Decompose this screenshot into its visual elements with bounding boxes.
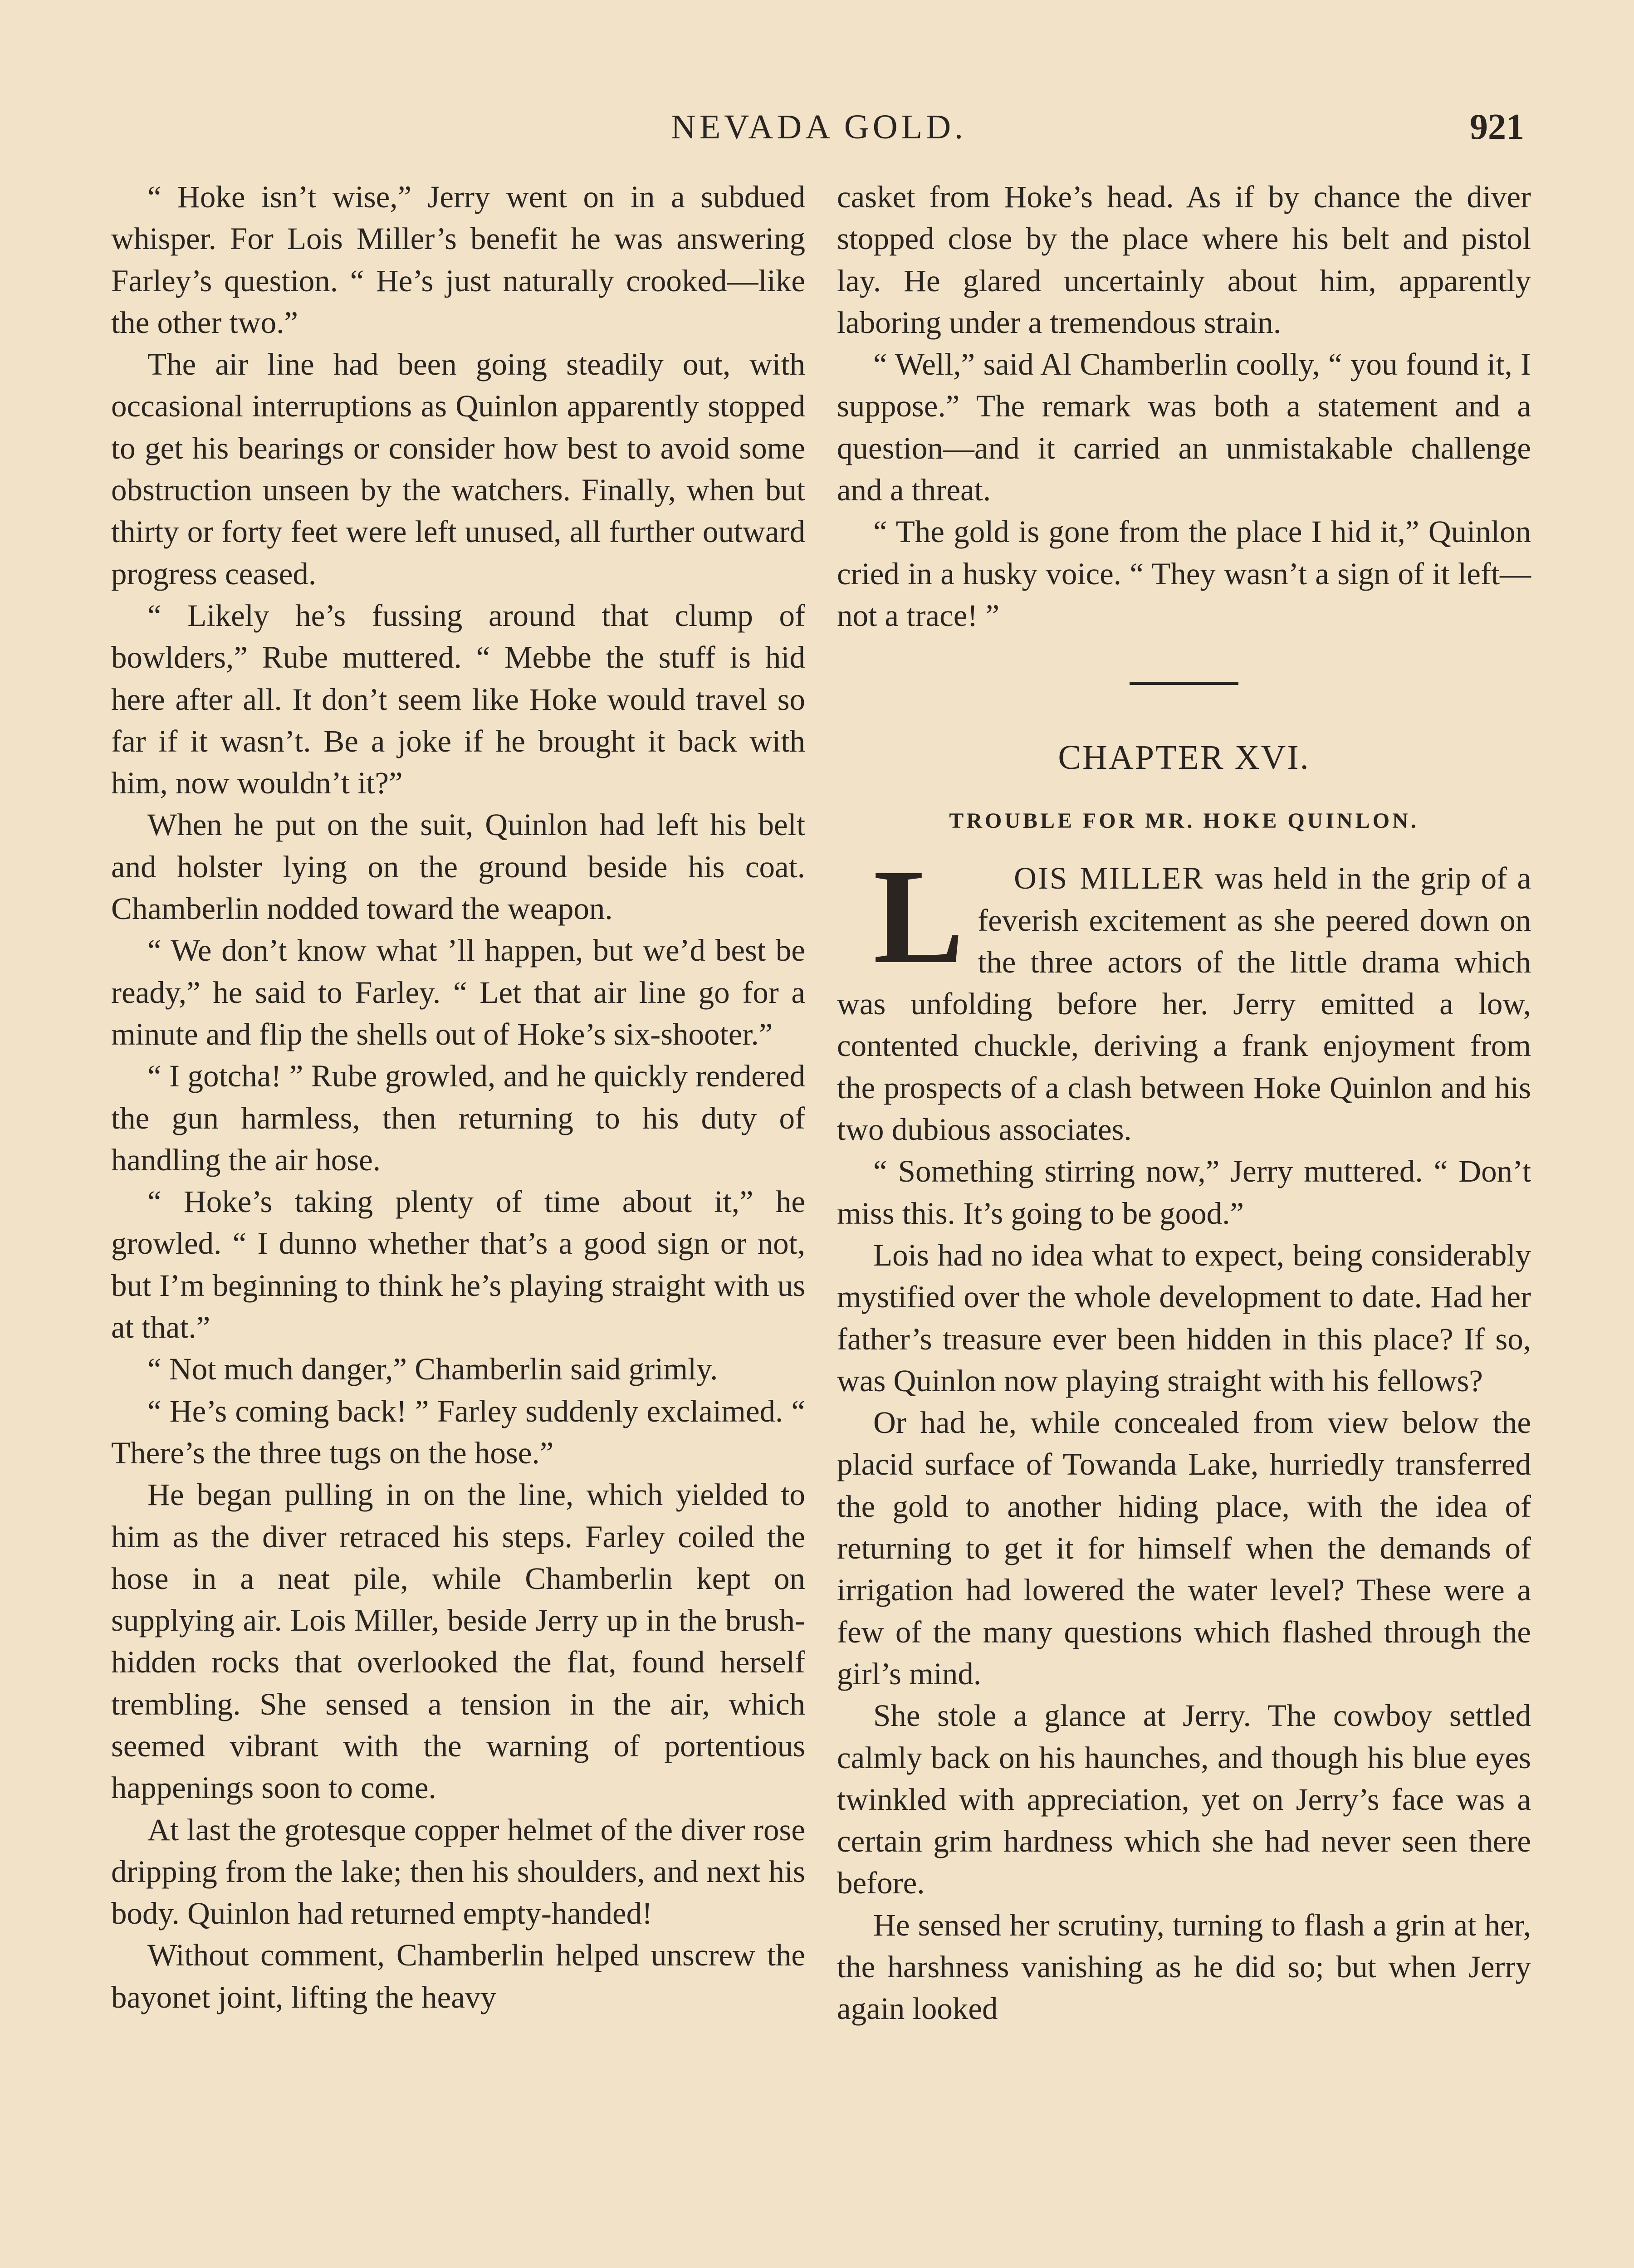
paragraph: At last the grotesque copper helmet of the diver rose dripping from the lake; then his shoulders, and next his body. Quinlon had returned empty-handed! [111,1812,805,1931]
section-divider [1130,682,1238,685]
opening-text: was held in the grip of a feverish excitement as she peered down on the three actors of the little drama which was unfolding before her. Jerry emitted a low, contented chuckle, deriving a frank enjoyment from the prospects of a clash between Hoke Quinlon and his two dubious associates. [837,861,1531,1147]
right-column [837,176,1531,2030]
paragraph: She stole a glance at Jerry. The cowboy settled calmly back on his haunches, and though his blue eyes twinkled with appreciation, yet on Jerry’s face was a certain grim hardness which she had never seen there before. [837,1698,1531,1901]
paragraph: “ Likely he’s fussing around that clump of bowlders,” Rube muttered. “ Mebbe the stuff is hid here after all. It don’t seem like Hoke would travel so far if it wasn’t. Be a joke if he brought it back with him, now wouldn’t it?” [111,598,805,801]
paragraph: “ Not much danger,” Chamberlin said grimly. [147,1352,718,1387]
chapter-subtitle: TROUBLE FOR MR. HOKE QUINLON. [949,809,1419,833]
chapter-title: CHAPTER XVI. [1058,738,1310,777]
opening-smallcaps: OIS MILLER [1014,861,1205,896]
paragraph: Lois had no idea what to expect, being considerably mystified over the whole development to date. Had her father’s treasure ever been hidden in this place? If so, was Quinlon now playing straight with his fellows? [837,1237,1531,1398]
paragraph: “ Something stirring now,” Jerry muttered. “ Don’t miss this. It’s going to be good.” [837,1154,1531,1231]
paragraph: He sensed her scrutiny, turning to flash a grin at her, the harshness vanishing as he did so; but when Jerry again looked [837,1907,1531,2026]
page-header [113,102,1524,152]
paragraph: “ Hoke’s taking plenty of time about it,” he growled. “ I dunno whether that’s a good sign or not, but I’m beginning to think he’s playing straight with us at that.” [111,1184,805,1345]
paragraph: “ We don’t know what ’ll happen, but we’d best be ready,” he said to Farley. “ Let that air line go for a minute and flip the shells out of Hoke’s six-shooter.” [111,933,805,1051]
paragraph-continued: casket from Hoke’s head. As if by chance the diver stopped close by the place where his belt and pistol lay. He glared uncertainly about him, apparently laboring under a tremendous strain. [837,180,1531,340]
paragraph: “ The gold is gone from the place I hid it,” Quinlon cried in a husky voice. “ They wasn’t a sign of it left—not a trace! ” [837,514,1531,633]
paragraph: “ He’s coming back! ” Farley suddenly exclaimed. “ There’s the three tugs on the hose.” [111,1393,805,1470]
paragraph: The air line had been going steadily out, with occasional interruptions as Quinlon apparently stopped to get his bearings or consider how best to avoid some obstruction unseen by the watchers. Finally, when but thirty or forty feet were left unused, all further outward progress ceased. [111,347,805,591]
paragraph: “ Hoke isn’t wise,” Jerry went on in a subdued whisper. For Lois Miller’s benefit he was answering Farley’s question. “ He’s just naturally crooked—like the other two.” [111,180,805,340]
paragraph: He began pulling in on the line, which yielded to him as the diver retraced his steps. Farley coiled the hose in a neat pile, while Chamberlin kept on supplying air. Lois Miller, beside Jerry up in the brush-hidden rocks that overlooked the flat, found herself trembling. She sensed a tension in the air, which seemed vibrant with the warning of portentious happenings soon to come. [111,1477,805,1805]
paragraph: When he put on the suit, Quinlon had left his belt and holster lying on the ground beside his coat. Chamberlin nodded toward the weapon. [111,807,805,926]
paragraph: “ I gotcha! ” Rube growled, and he quickly rendered the gun harmless, then returning to his duty of handling the air hose. [111,1059,805,1177]
drop-cap: L [873,841,964,992]
page-number: 921 [1470,107,1524,147]
paragraph: Or had he, while concealed from view below the placid surface of Towanda Lake, hurriedly transferred the gold to another hiding place, with the idea of returning to get it for himself when the demands of irrigation had lowered the water level? These were a few of the many questions which flashed through the girl’s mind. [837,1405,1531,1691]
paragraph: Without comment, Chamberlin helped unscrew the bayonet joint, lifting the heavy [111,1938,805,2014]
paragraph: “ Well,” said Al Chamberlin coolly, “ you found it, I suppose.” The remark was both a statement and a question—and it carried an unmistakable challenge and a threat. [837,347,1531,508]
running-head: NEVADA GOLD. [671,108,967,146]
chapter-opening-paragraph [837,841,1531,1150]
left-column [111,176,805,2018]
